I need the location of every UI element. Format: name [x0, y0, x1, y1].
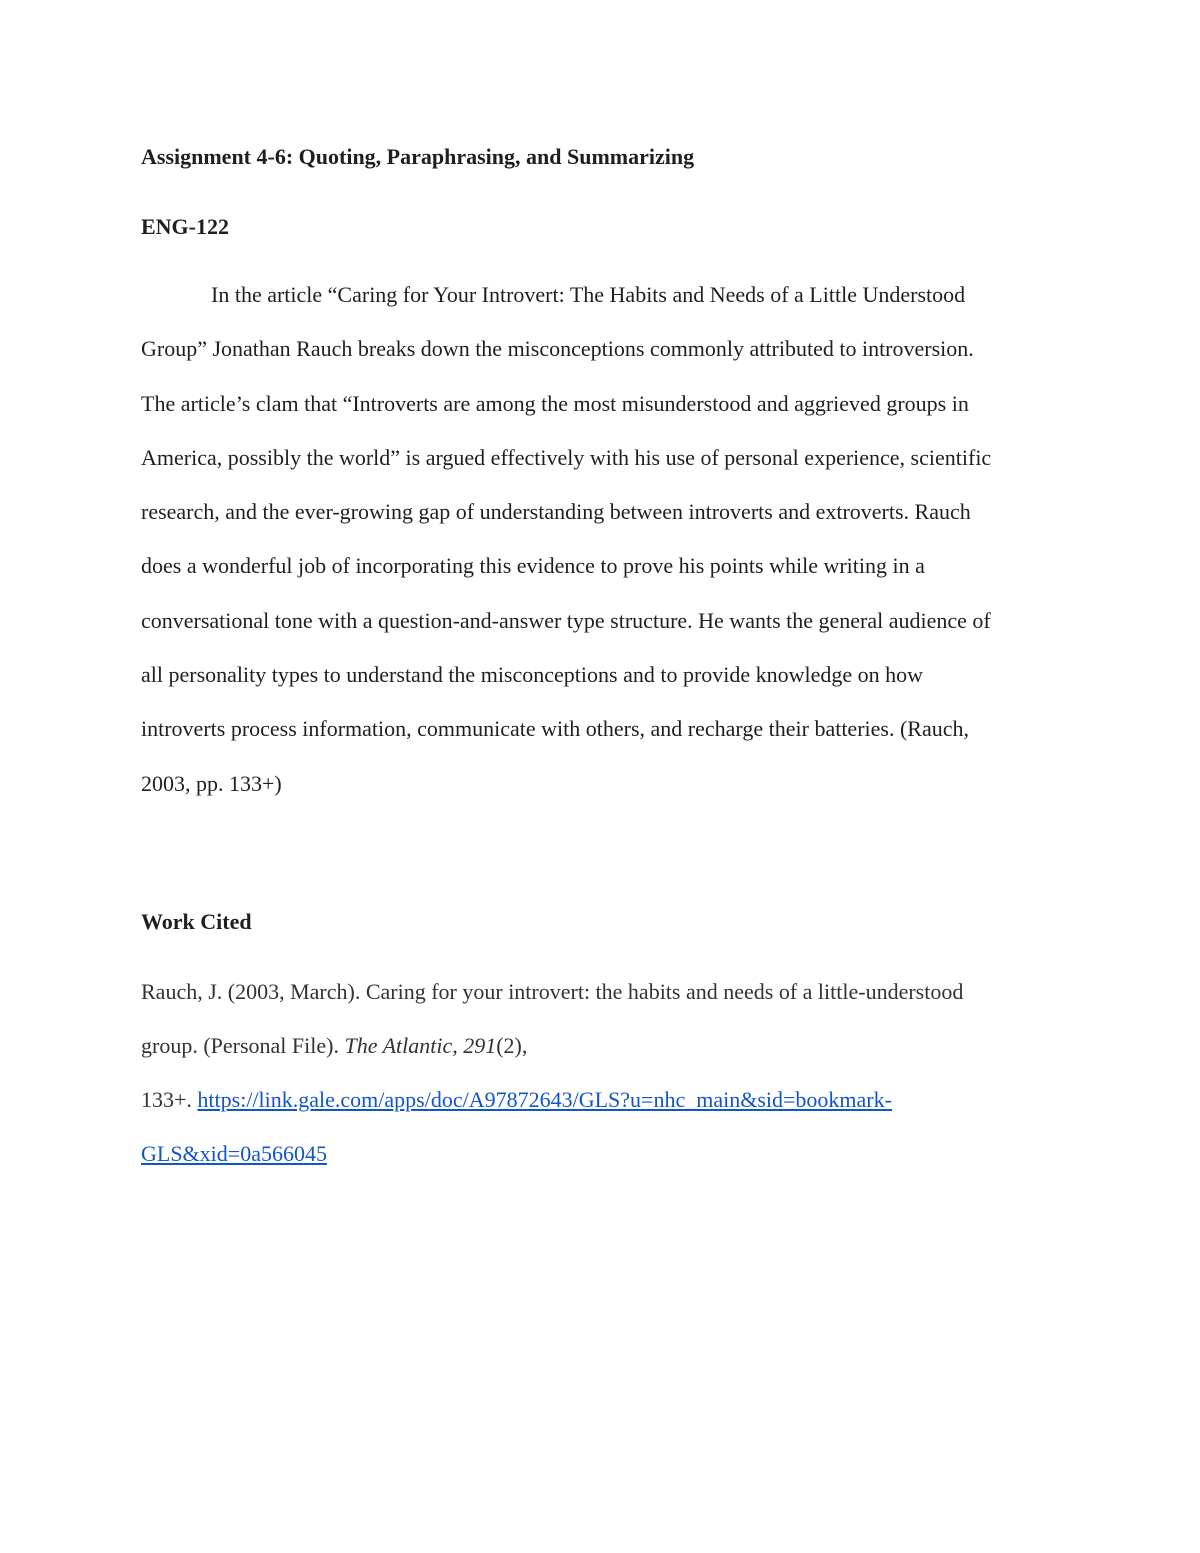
citation-pages: 133+. — [141, 1087, 198, 1112]
citation-line — [141, 1019, 1071, 1073]
summary-paragraph — [141, 268, 1071, 811]
citation-line: Rauch, J. (2003, March). Caring for your introvert: the habits and needs of a little-understood — [141, 979, 964, 1004]
paragraph-line: America, possibly the world” is argued effectively with his use of personal experience, scientific — [141, 444, 992, 470]
citation-text: group. (Personal File). — [141, 1033, 345, 1058]
paragraph-line: all personality types to understand the misconceptions and to provide knowledge on how — [141, 662, 924, 688]
citation-separator: , — [452, 1033, 464, 1058]
citation-url-link[interactable]: https://link.gale.com/apps/doc/A97872643/GLS?u=nhc_main&sid=bookmark- — [197, 1087, 892, 1112]
paragraph-line: The article’s clam that “Introverts are among the most misunderstood and aggrieved groups in — [141, 390, 969, 416]
paragraph-line: does a wonderful job of incorporating this evidence to prove his points while writing in a — [141, 553, 925, 579]
journal-title: The Atlantic — [344, 1033, 453, 1058]
works-cited-entry — [141, 965, 1071, 1181]
paragraph-line: In the article “Caring for Your Introvert: The Habits and Needs of a Little Understood — [211, 282, 966, 307]
citation-url-link-continued[interactable]: GLS&xid=0a566045 — [141, 1141, 327, 1166]
paragraph-line: Group” Jonathan Rauch breaks down the misconceptions commonly attributed to introversion. — [141, 336, 974, 362]
course-code: ENG-122 — [141, 214, 229, 239]
journal-issue: (2), — [496, 1033, 528, 1058]
works-cited-heading: Work Cited — [141, 909, 252, 934]
paragraph-line: 2003, pp. 133+) — [141, 770, 282, 796]
citation-line — [141, 1127, 1071, 1181]
paragraph-line: introverts process information, communicate with others, and recharge their batteries. (Rauch, — [141, 716, 969, 742]
assignment-title: Assignment 4-6: Quoting, Paraphrasing, and Summarizing — [141, 144, 695, 169]
paragraph-line: conversational tone with a question-and-answer type structure. He wants the general audience of — [141, 607, 991, 633]
journal-volume: 291 — [463, 1033, 497, 1058]
paragraph-line: research, and the ever-growing gap of understanding between introverts and extroverts. Rauch — [141, 499, 971, 525]
citation-line — [141, 1073, 1071, 1127]
